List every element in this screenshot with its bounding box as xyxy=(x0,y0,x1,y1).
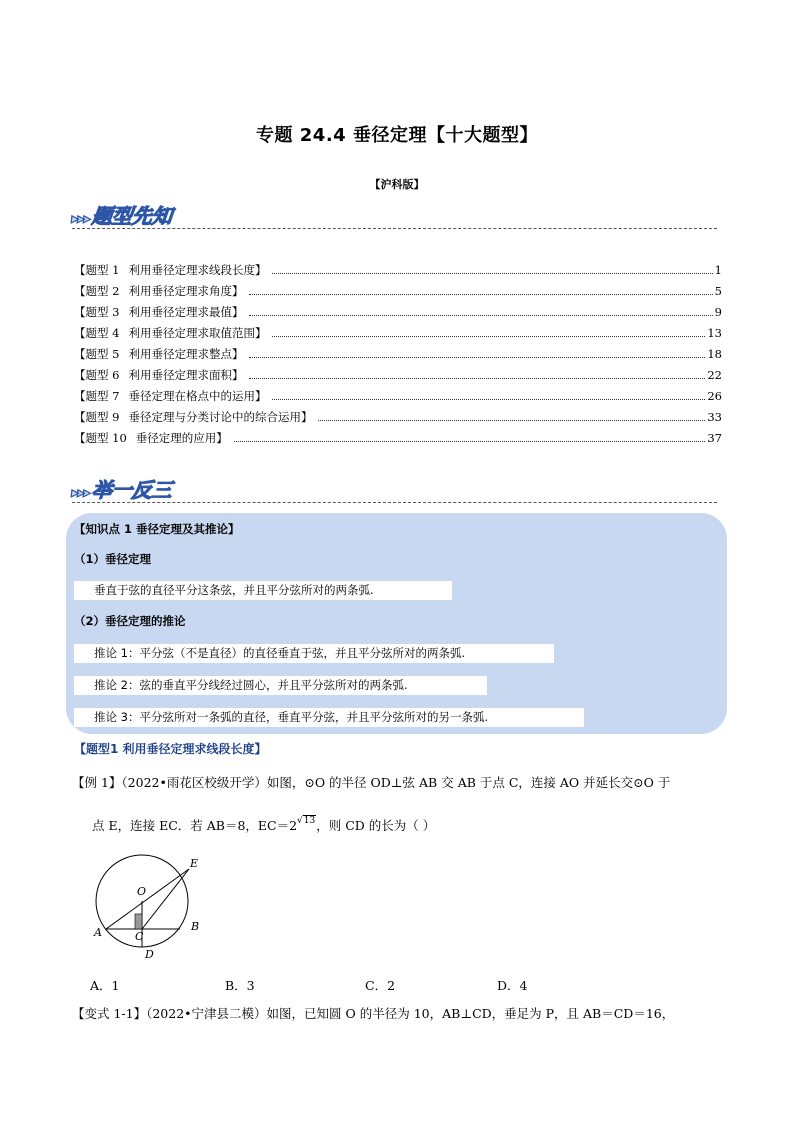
toc-text: 利用垂径定理求整点】 xyxy=(128,347,244,361)
label-d: D xyxy=(145,948,154,961)
toc-page: 22 xyxy=(707,368,722,382)
variant-line-1: 【变式 1-1】（2022•宁津县二模）如图，已知圆 O 的半径为 10，AB⊥CD，垂足为 P，且 AB＝CD＝16， xyxy=(72,1006,675,1021)
knowledge-sub2: （2）垂径定理的推论 xyxy=(74,614,186,628)
banner-practice-text: 举一反三 xyxy=(90,478,174,502)
toc-page: 5 xyxy=(714,284,722,298)
example-text-b: ，则 CD 的长为（ ） xyxy=(316,818,436,833)
divider xyxy=(72,502,717,503)
knowledge-sub1: （1）垂径定理 xyxy=(74,552,152,566)
toc-row[interactable] xyxy=(74,425,722,445)
label-a: A xyxy=(94,926,102,939)
right-angle-mark xyxy=(135,914,142,929)
banner-arrows: ▸▸▸ xyxy=(70,485,91,501)
toc-tag: 【题型 2 xyxy=(74,284,120,298)
toc-leader xyxy=(272,336,705,337)
corollary-3: 推论 3：平分弦所对一条弧的直径，垂直平分弦，并且平分弦所对的另一条弧. xyxy=(74,708,584,727)
option-c[interactable]: C．2 xyxy=(365,978,396,993)
toc-leader xyxy=(249,357,705,358)
toc-row[interactable] xyxy=(74,257,722,277)
toc-row[interactable] xyxy=(74,299,722,319)
label-c: C xyxy=(135,930,144,943)
toc-tag: 【题型 10 xyxy=(74,431,127,445)
toc-row[interactable] xyxy=(74,278,722,298)
toc-page: 26 xyxy=(707,389,722,403)
knowledge-heading: 【知识点 1 垂径定理及其推论】 xyxy=(74,522,240,536)
circle-figure xyxy=(80,850,220,965)
toc-text: 利用垂径定理求面积】 xyxy=(128,368,244,382)
toc-text: 利用垂径定理求线段长度】 xyxy=(128,263,267,277)
toc-page: 9 xyxy=(714,305,722,319)
toc-leader xyxy=(249,378,705,379)
sqrt-expression: √13 xyxy=(297,816,316,826)
toc-leader xyxy=(272,273,712,274)
toc-tag: 【题型 9 xyxy=(74,410,120,424)
toc-text: 垂径定理在格点中的运用】 xyxy=(128,389,267,403)
toc-tag: 【题型 3 xyxy=(74,305,120,319)
knowledge-box xyxy=(66,513,727,734)
toc-leader xyxy=(234,441,706,442)
label-e: E xyxy=(190,857,199,870)
toc-text: 利用垂径定理求角度】 xyxy=(128,284,244,298)
example-text-a: 点 E，连接 EC．若 AB＝8，EC＝2 xyxy=(92,818,298,833)
toc-tag: 【题型 1 xyxy=(74,263,120,277)
edition-label: 【沪科版】 xyxy=(369,178,425,191)
knowledge-line: 垂直于弦的直径平分这条弦，并且平分弦所对的两条弧. xyxy=(74,581,452,600)
section-title: 【题型1 利用垂径定理求线段长度】 xyxy=(74,742,267,756)
line-ec xyxy=(142,869,189,929)
toc-tag: 【题型 7 xyxy=(74,389,120,403)
toc-leader xyxy=(272,399,705,400)
toc-leader xyxy=(249,294,712,295)
label-b: B xyxy=(191,920,200,933)
option-b[interactable]: B．3 xyxy=(225,978,255,993)
page-title: 专题 24.4 垂径定理【十大题型】 xyxy=(256,125,538,146)
toc-text: 利用垂径定理求最值】 xyxy=(128,305,244,319)
toc-tag: 【题型 6 xyxy=(74,368,120,382)
example-line-1: 【例 1】（2022•雨花区校级开学）如图，⊙O 的半径 OD⊥弦 AB 交 AB 于点 C，连接 AO 并延长交⊙O 于 xyxy=(72,775,671,790)
option-d[interactable]: D．4 xyxy=(497,978,528,993)
toc-row[interactable] xyxy=(74,320,722,340)
toc-page: 33 xyxy=(707,410,722,424)
toc-row[interactable] xyxy=(74,341,722,361)
corollary-1: 推论 1：平分弦（不是直径）的直径垂直于弦，并且平分弦所对的两条弧. xyxy=(74,644,554,663)
toc-leader xyxy=(318,420,705,421)
banner-overview xyxy=(70,200,173,229)
toc-leader xyxy=(249,315,712,316)
corollary-2: 推论 2：弦的垂直平分线经过圆心，并且平分弦所对的两条弧. xyxy=(74,676,487,695)
banner-overview-text: 题型先知 xyxy=(90,204,174,228)
example-line-2 xyxy=(92,817,435,837)
toc-text: 垂径定理与分类讨论中的综合运用】 xyxy=(128,410,313,424)
toc-page: 13 xyxy=(707,326,722,340)
option-a[interactable]: A．1 xyxy=(90,978,120,993)
toc-text: 垂径定理的应用】 xyxy=(135,431,228,445)
toc-tag: 【题型 4 xyxy=(74,326,120,340)
sqrt-value: 13 xyxy=(303,816,316,826)
toc-page: 37 xyxy=(707,431,722,445)
toc-page: 18 xyxy=(707,347,722,361)
toc-tag: 【题型 5 xyxy=(74,347,120,361)
banner-practice xyxy=(70,474,173,503)
toc-page: 1 xyxy=(714,263,722,277)
toc-row[interactable] xyxy=(74,404,722,424)
label-o: O xyxy=(137,885,147,898)
divider xyxy=(72,228,717,229)
toc-row[interactable] xyxy=(74,383,722,403)
banner-arrows: ▸▸▸ xyxy=(70,211,91,227)
toc-text: 利用垂径定理求取值范围】 xyxy=(128,326,267,340)
toc-row[interactable] xyxy=(74,362,722,382)
line-ae xyxy=(106,869,189,929)
